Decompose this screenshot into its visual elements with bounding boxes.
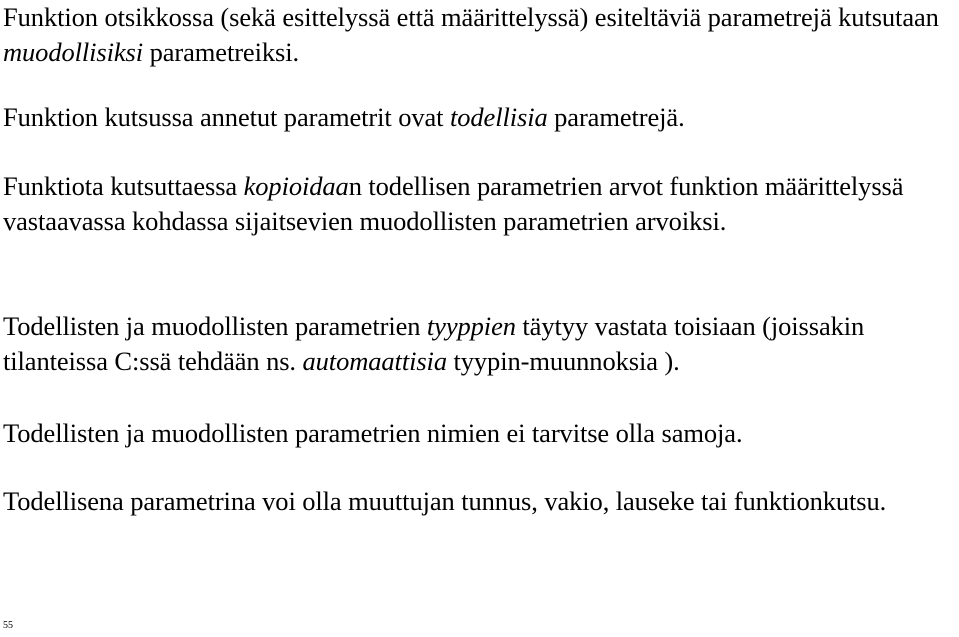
text-segment: parametreiksi.: [143, 37, 300, 67]
text-segment: Funktiota kutsuttaessa: [3, 171, 244, 201]
emphasis-types: tyyppien: [426, 311, 516, 341]
text-segment: Funktion kutsussa annetut parametrit ovat: [3, 102, 450, 132]
emphasis-actual: todellisia: [449, 102, 548, 132]
text-segment: n todellisen parametrien arvot funktion määrittelyssä vastaavassa kohdassa sijaitsevien muodollisten parametrien arvoiksi.: [3, 171, 904, 236]
paragraph-parameter-types: [3, 309, 955, 379]
paragraph-actual-parameter-kinds: [3, 484, 886, 519]
text-segment: täytyy vastata toisiaan (joissakin tilanteissa C:ssä tehdään ns.: [3, 311, 865, 376]
text-segment: Funktion otsikkossa (sekä esittelyssä että määrittelyssä) esiteltäviä parametrejä kutsutaan: [3, 2, 939, 32]
text-segment: Todellisten ja muodollisten parametrien nimien ei tarvitse olla samoja.: [3, 418, 743, 448]
paragraph-parameter-names: [3, 416, 742, 451]
text-segment: tyypin-muunnoksia ).: [446, 346, 680, 376]
text-segment: parametrejä.: [547, 102, 685, 132]
text-segment: Todellisten ja muodollisten parametrien: [3, 311, 427, 341]
paragraph-actual-parameters: [3, 100, 685, 135]
page-number: 55: [3, 620, 13, 631]
paragraph-copying-values: [3, 169, 955, 239]
emphasis-automatic: automaattisia: [302, 346, 447, 376]
emphasis-formal: muodollisiksi: [3, 37, 144, 67]
emphasis-copied: kopioidaa: [243, 171, 349, 201]
paragraph-formal-parameters: [3, 0, 955, 70]
text-segment: Todellisena parametrina voi olla muuttujan tunnus, vakio, lauseke tai funktionkutsu.: [3, 486, 887, 516]
